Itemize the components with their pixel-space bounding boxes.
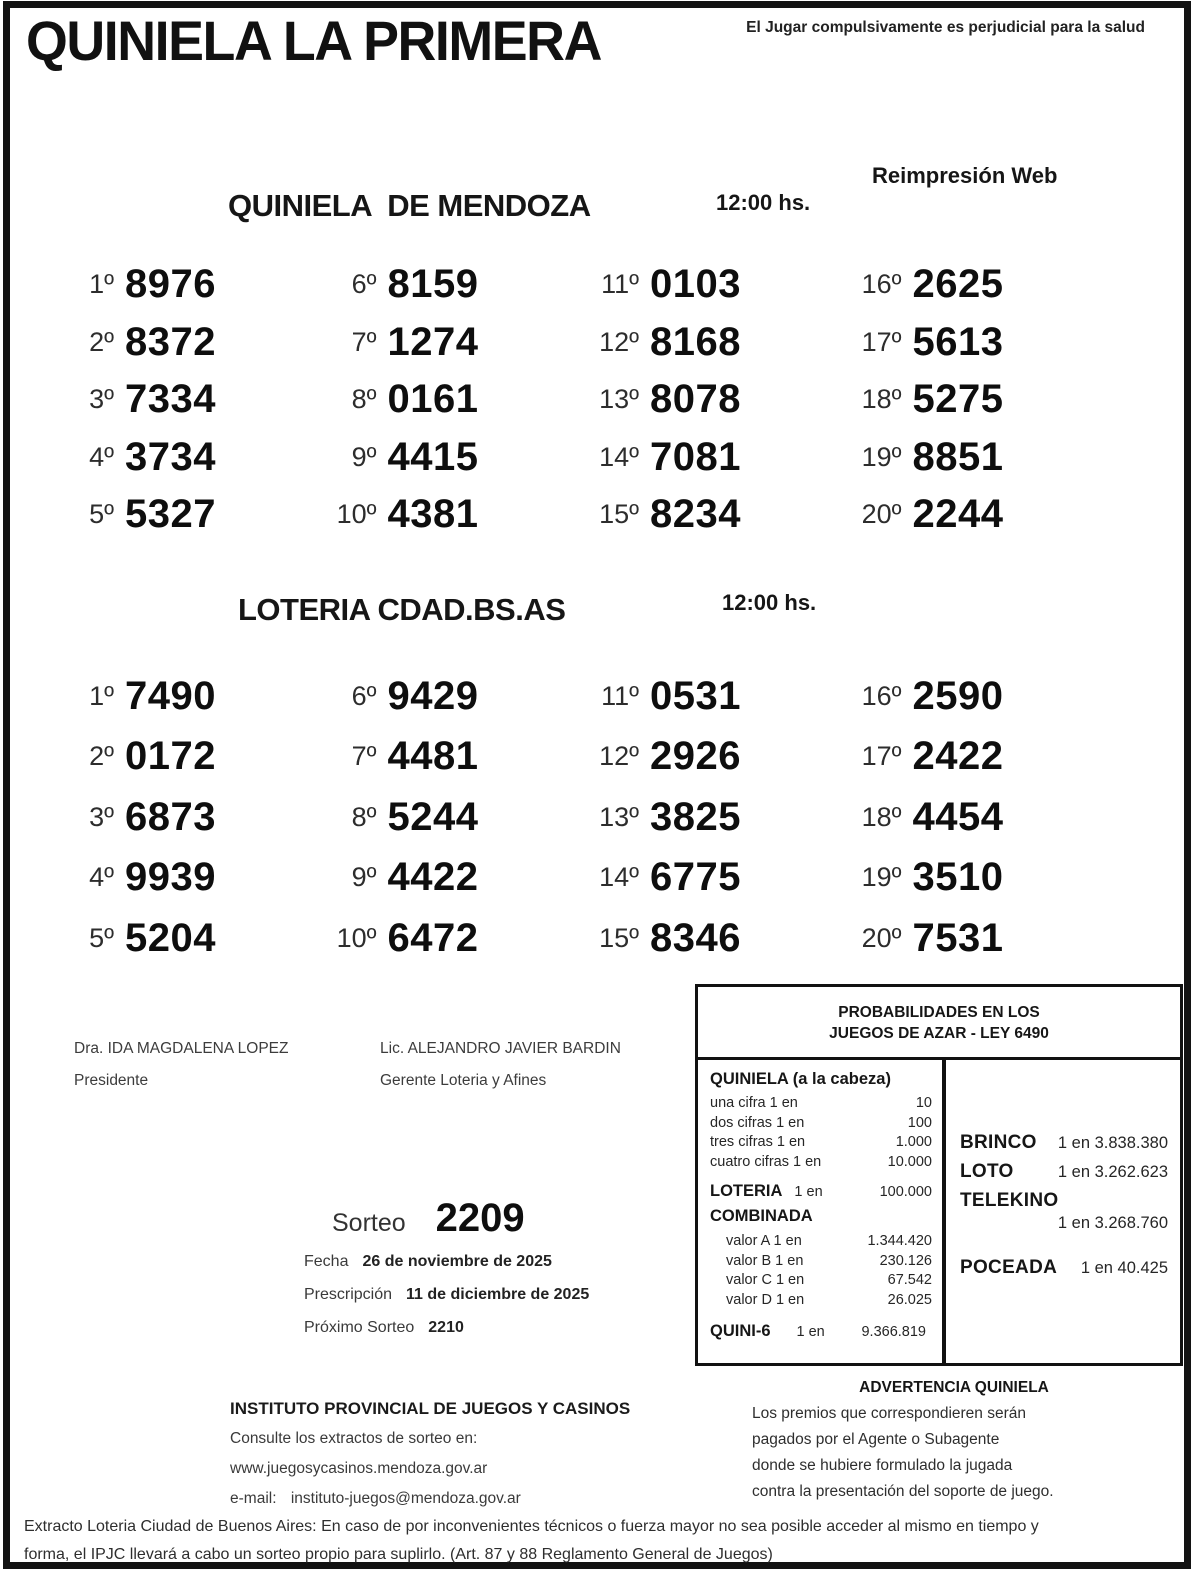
result-position: 15º <box>599 922 639 953</box>
institute-name: INSTITUTO PROVINCIAL DE JUEGOS Y CASINOS <box>230 1399 631 1418</box>
footer-line: forma, el IPJC llevará a cabo un sorteo propio para suplirlo. (Art. 87 y 88 Reglamento General de Juegos) <box>24 1546 773 1563</box>
result-item <box>583 848 846 909</box>
result-position: 11º <box>601 680 639 711</box>
probabilities-right-column <box>942 1060 1180 1363</box>
result-number: 2590 <box>912 673 1004 718</box>
odds-label: valor B 1 en <box>726 1252 804 1269</box>
telekino-label: TELEKINO <box>960 1190 1059 1211</box>
result-position: 16º <box>861 269 902 300</box>
result-number: 0103 <box>650 262 741 307</box>
fecha-label: Fecha <box>304 1253 349 1270</box>
result-number: 0531 <box>650 673 741 718</box>
result-item <box>583 314 846 372</box>
result-number: 4415 <box>387 434 479 479</box>
result-number: 0161 <box>387 377 479 422</box>
result-item <box>321 787 584 848</box>
result-position: 13º <box>599 801 639 832</box>
footer-line: Extracto Loteria Ciudad de Buenos Aires: En caso de por inconvenientes técnicos o fuerza mayor no sea posible acceder al mismo en tiempo y <box>24 1518 1039 1535</box>
sorteo-number: 2209 <box>435 1196 525 1240</box>
result-item <box>321 727 584 788</box>
result-item <box>583 371 846 429</box>
result-position: 1º <box>89 269 114 300</box>
odds-row <box>726 1271 932 1291</box>
signatory-name: Lic. ALEJANDRO JAVIER BARDIN <box>380 1040 621 1057</box>
result-item <box>846 371 1109 429</box>
result-number: 8168 <box>650 319 741 364</box>
result-item <box>321 486 584 544</box>
result-number: 2422 <box>912 734 1004 779</box>
result-item <box>58 787 321 848</box>
odds-value: 67.542 <box>887 1272 932 1288</box>
institute-block <box>230 1399 630 1509</box>
proximo-sorteo-value: 2210 <box>428 1319 464 1336</box>
odds-value: 100 <box>907 1114 932 1131</box>
result-number: 4481 <box>387 734 479 779</box>
result-number: 9939 <box>125 855 216 900</box>
odds-label: cuatro cifras 1 en <box>710 1153 822 1170</box>
result-item <box>58 314 321 372</box>
probabilities-title <box>698 987 1180 1060</box>
signatory-role: Gerente Loteria y Afines <box>380 1072 547 1089</box>
result-number: 3734 <box>125 434 216 479</box>
result-item <box>321 429 584 487</box>
result-number: 9429 <box>387 673 479 718</box>
odds-value: 10 <box>915 1095 932 1111</box>
odds-row <box>726 1232 932 1252</box>
bsas-section-title: LOTERIA CDAD.BS.AS <box>238 592 566 627</box>
result-number: 7334 <box>125 377 216 422</box>
sorteo-row <box>332 1196 525 1241</box>
result-position: 12º <box>599 741 639 772</box>
bsas-results-grid <box>58 666 1108 969</box>
result-item <box>846 256 1109 314</box>
institute-consult-line: Consulte los extractos de sorteo en: <box>230 1430 478 1447</box>
result-position: 7º <box>351 326 377 357</box>
result-number: 3825 <box>650 794 741 839</box>
result-number: 2625 <box>912 262 1004 307</box>
result-number: 0172 <box>125 734 216 779</box>
quini6-label: QUINI-6 <box>710 1322 771 1340</box>
result-position: 6º <box>351 680 377 711</box>
brinco-label: BRINCO <box>960 1132 1037 1153</box>
result-item <box>58 371 321 429</box>
odds-label: valor C 1 en <box>726 1272 805 1288</box>
result-item <box>846 727 1109 788</box>
result-number: 8234 <box>650 492 741 537</box>
fecha-value: 26 de noviembre de 2025 <box>362 1253 552 1270</box>
odds-label: una cifra 1 en <box>710 1095 798 1111</box>
probabilities-title-line2: JUEGOS DE AZAR - LEY 6490 <box>829 1025 1049 1042</box>
result-item <box>321 666 584 727</box>
result-position: 6º <box>351 269 377 300</box>
result-number: 6472 <box>387 915 479 960</box>
result-number: 4381 <box>387 492 479 537</box>
result-number: 3510 <box>912 855 1004 900</box>
result-position: 5º <box>89 499 114 530</box>
result-number: 5327 <box>125 492 216 537</box>
result-item <box>58 908 321 969</box>
result-position: 3º <box>89 384 114 415</box>
result-position: 3º <box>89 801 114 832</box>
page-title: QUINIELA LA PRIMERA <box>26 9 601 72</box>
result-position: 14º <box>599 441 639 472</box>
result-position: 5º <box>89 922 114 953</box>
result-item <box>58 256 321 314</box>
odds-value: 230.126 <box>879 1252 932 1269</box>
result-position: 18º <box>861 384 902 415</box>
probabilities-body <box>698 1060 1180 1363</box>
result-number: 8078 <box>650 377 741 422</box>
result-position: 17º <box>861 326 902 357</box>
result-number: 8346 <box>650 915 741 960</box>
quini6-value: 9.366.819 <box>861 1324 926 1340</box>
result-position: 14º <box>599 862 639 893</box>
result-item <box>321 848 584 909</box>
loteria-value: 100.000 <box>879 1184 932 1200</box>
result-position: 16º <box>861 680 902 711</box>
result-position: 19º <box>861 441 902 472</box>
telekino-odds: 1 en 3.268.760 <box>1057 1214 1168 1232</box>
probabilities-box <box>695 984 1183 1366</box>
result-item <box>846 486 1109 544</box>
probabilities-title-line1: PROBABILIDADES EN LOS <box>838 1004 1040 1021</box>
result-number: 8851 <box>912 434 1004 479</box>
result-position: 4º <box>89 441 114 472</box>
advertencia-line: pagados por el Agente o Subagente <box>752 1431 1000 1448</box>
result-position: 11º <box>601 269 639 300</box>
result-item <box>583 429 846 487</box>
result-item <box>321 371 584 429</box>
result-position: 9º <box>351 862 377 893</box>
odds-label: valor D 1 en <box>726 1291 805 1308</box>
result-item <box>846 666 1109 727</box>
result-item <box>58 848 321 909</box>
odds-row <box>726 1252 932 1272</box>
health-warning: El Jugar compulsivamente es perjudicial para la salud <box>746 19 1145 36</box>
result-item <box>583 908 846 969</box>
result-number: 1274 <box>387 319 479 364</box>
result-item <box>583 727 846 788</box>
proximo-sorteo-row <box>304 1319 464 1337</box>
result-item <box>583 486 846 544</box>
result-item <box>58 666 321 727</box>
result-item <box>583 666 846 727</box>
result-position: 19º <box>861 862 902 893</box>
result-number: 7490 <box>125 673 216 718</box>
result-item <box>321 908 584 969</box>
loteria-odds-row <box>710 1182 932 1201</box>
quini6-odds-row <box>710 1322 932 1341</box>
result-item <box>846 848 1109 909</box>
result-item <box>583 787 846 848</box>
result-number: 8372 <box>125 319 216 364</box>
loto-odds: 1 en 3.262.623 <box>1057 1163 1168 1181</box>
institute-email-line <box>230 1488 630 1509</box>
prescripcion-value: 11 de diciembre de 2025 <box>406 1286 590 1303</box>
result-position: 7º <box>351 741 377 772</box>
result-position: 20º <box>861 499 902 530</box>
result-number: 4422 <box>387 855 479 900</box>
odds-label: dos cifras 1 en <box>710 1114 805 1131</box>
result-item <box>58 727 321 788</box>
result-number: 4454 <box>912 794 1004 839</box>
odds-row <box>710 1133 932 1153</box>
poceada-odds: 1 en 40.425 <box>1080 1259 1168 1277</box>
odds-label: tres cifras 1 en <box>710 1134 806 1150</box>
loto-row <box>960 1161 1168 1183</box>
advertencia-line: Los premios que correspondieren serán <box>752 1405 1026 1422</box>
result-position: 17º <box>861 741 902 772</box>
loteria-mid: 1 en <box>794 1184 823 1200</box>
result-number: 6873 <box>125 794 216 839</box>
combinada-heading: COMBINADA <box>710 1207 813 1225</box>
result-position: 9º <box>351 441 377 472</box>
result-number: 2926 <box>650 734 741 779</box>
result-number: 5613 <box>912 319 1004 364</box>
result-item <box>846 314 1109 372</box>
telekino-row <box>960 1190 1168 1233</box>
result-number: 5244 <box>387 794 479 839</box>
quiniela-heading: QUINIELA (a la cabeza) <box>710 1070 891 1088</box>
result-position: 2º <box>89 326 114 357</box>
prescripcion-label: Prescripción <box>304 1286 393 1303</box>
brinco-row <box>960 1132 1168 1154</box>
odds-value: 1.344.420 <box>867 1233 932 1249</box>
email-label: e-mail: <box>230 1490 277 1507</box>
result-number: 7531 <box>912 915 1004 960</box>
result-number: 2244 <box>912 492 1004 537</box>
odds-value: 26.025 <box>887 1291 932 1308</box>
result-item <box>321 256 584 314</box>
loteria-label: LOTERIA <box>710 1182 783 1200</box>
result-position: 13º <box>599 384 639 415</box>
odds-label: valor A 1 en <box>726 1233 802 1249</box>
quiniela-odds-rows <box>710 1094 932 1172</box>
footer-disclaimer <box>24 1513 1172 1569</box>
signatory-president <box>74 1040 288 1090</box>
result-position: 15º <box>599 499 639 530</box>
mendoza-draw-time: 12:00 hs. <box>716 190 811 215</box>
odds-row <box>710 1153 932 1173</box>
poceada-label: POCEADA <box>960 1257 1058 1278</box>
result-position: 10º <box>336 499 377 530</box>
advertencia-line: donde se hubiere formulado la jugada <box>752 1457 1013 1474</box>
result-item <box>846 429 1109 487</box>
result-position: 4º <box>89 862 114 893</box>
brinco-odds: 1 en 3.838.380 <box>1057 1134 1168 1152</box>
odds-value: 1.000 <box>895 1134 932 1150</box>
result-position: 1º <box>89 680 114 711</box>
prescripcion-row <box>304 1286 589 1304</box>
odds-row <box>710 1114 932 1134</box>
result-item <box>846 787 1109 848</box>
signatory-name: Dra. IDA MAGDALENA LOPEZ <box>74 1040 289 1057</box>
proximo-sorteo-label: Próximo Sorteo <box>304 1319 415 1336</box>
fecha-row <box>304 1253 552 1271</box>
result-item <box>583 256 846 314</box>
probabilities-left-column <box>698 1060 942 1363</box>
sorteo-label: Sorteo <box>332 1209 406 1237</box>
mendoza-section-title: QUINIELA DE MENDOZA <box>228 188 591 223</box>
poceada-row <box>960 1257 1168 1279</box>
result-number: 6775 <box>650 855 741 900</box>
result-number: 5204 <box>125 915 216 960</box>
result-number: 7081 <box>650 434 741 479</box>
result-position: 12º <box>599 326 639 357</box>
reprint-web-label: Reimpresión Web <box>872 163 1058 188</box>
email-address: instituto-juegos@mendoza.gov.ar <box>290 1490 521 1507</box>
mendoza-results-grid <box>58 256 1108 544</box>
odds-row <box>726 1291 932 1311</box>
odds-value: 10.000 <box>887 1153 932 1170</box>
signatory-manager <box>380 1040 621 1090</box>
result-position: 20º <box>861 922 902 953</box>
advertencia-title: ADVERTENCIA QUINIELA <box>859 1379 1049 1396</box>
quini6-mid: 1 en <box>796 1324 825 1340</box>
result-position: 8º <box>351 384 377 415</box>
result-number: 5275 <box>912 377 1004 422</box>
result-item <box>846 908 1109 969</box>
result-item <box>58 429 321 487</box>
bsas-draw-time: 12:00 hs. <box>722 590 817 615</box>
advertencia-text <box>752 1401 1172 1505</box>
result-position: 10º <box>336 922 377 953</box>
result-item <box>58 486 321 544</box>
result-number: 8159 <box>387 262 479 307</box>
institute-website: www.juegosycasinos.mendoza.gov.ar <box>230 1460 488 1477</box>
combinada-odds-rows <box>710 1232 932 1310</box>
result-position: 18º <box>861 801 902 832</box>
odds-row <box>710 1094 932 1114</box>
result-number: 8976 <box>125 262 216 307</box>
result-position: 8º <box>351 801 377 832</box>
result-position: 2º <box>89 741 114 772</box>
advertencia-line: contra la presentación del soporte de juego. <box>752 1483 1054 1500</box>
signatory-role: Presidente <box>74 1072 149 1089</box>
loto-label: LOTO <box>960 1161 1014 1182</box>
result-item <box>321 314 584 372</box>
